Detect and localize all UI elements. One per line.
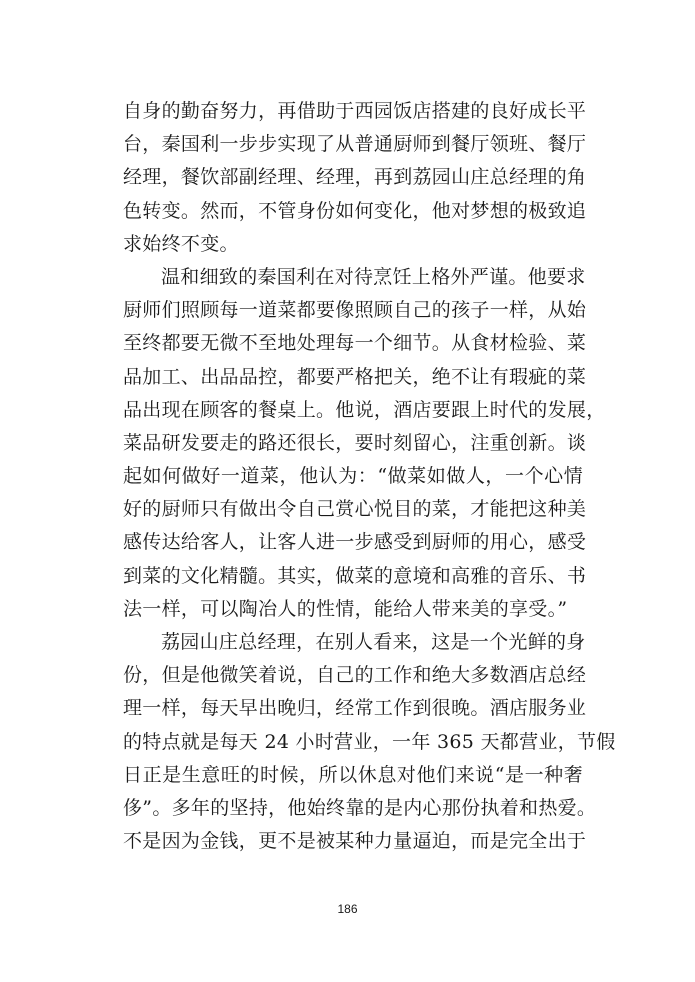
text-line: 到菜的文化精髓。其实，做菜的意境和高雅的音乐、书: [123, 564, 587, 587]
text-line: 经理，餐饮部副经理、经理，再到荔园山庄总经理的角: [123, 166, 587, 189]
text-line: 品出现在顾客的餐桌上。他说，酒店要跟上时代的发展，: [123, 398, 606, 421]
body-text: [123, 95, 616, 858]
text-line: 份，但是他微笑着说，自己的工作和绝大多数酒店总经: [123, 664, 587, 687]
text-line: 日正是生意旺的时候，所以休息对他们来说“是一种奢: [123, 763, 583, 786]
text-line: 好的厨师只有做出令自己赏心悦目的菜，才能把这种美: [123, 498, 587, 521]
text-line: 品加工、出品品控，都要严格把关，绝不让有瑕疵的菜: [123, 365, 587, 388]
text-line: 感传达给客人，让客人进一步感受到厨师的用心，感受: [123, 531, 587, 554]
text-line: 的特点就是每天 24 小时营业，一年 365 天都营业，节假: [123, 730, 616, 753]
text-line: 至终都要无微不至地处理每一个细节。从食材检验、菜: [123, 332, 587, 355]
text-line: 法一样，可以陶冶人的性情，能给人带来美的享受。”: [123, 597, 568, 620]
text-line: 台，秦国利一步步实现了从普通厨师到餐厅领班、餐厅: [123, 133, 587, 156]
text-line: 起如何做好一道菜，他认为：“做菜如做人，一个心情: [123, 465, 583, 488]
text-line: 菜品研发要走的路还很长，要时刻留心，注重创新。谈: [123, 431, 587, 454]
page-number: 186: [337, 902, 358, 916]
text-line: 不是因为金钱，更不是被某种力量逼迫，而是完全出于: [123, 830, 587, 853]
text-line: 色转变。然而，不管身份如何变化，他对梦想的极致追: [123, 199, 587, 222]
text-line: 求始终不变。: [123, 232, 239, 255]
text-line: 厨师们照顾每一道菜都要像照顾自己的孩子一样，从始: [123, 299, 587, 322]
text-line: 侈”。多年的坚持，他始终靠的是内心那份执着和热爱。: [123, 796, 597, 819]
text-line: 理一样，每天早出晚归，经常工作到很晚。酒店服务业: [123, 697, 587, 720]
paragraph-first-line: 温和细致的秦国利在对待烹饪上格外严谨。他要求: [161, 265, 586, 288]
text-line: 自身的勤奋努力，再借助于西园饭店搭建的良好成长平: [123, 100, 587, 122]
paragraph-first-line: 荔园山庄总经理，在别人看来，这是一个光鲜的身: [161, 631, 586, 653]
